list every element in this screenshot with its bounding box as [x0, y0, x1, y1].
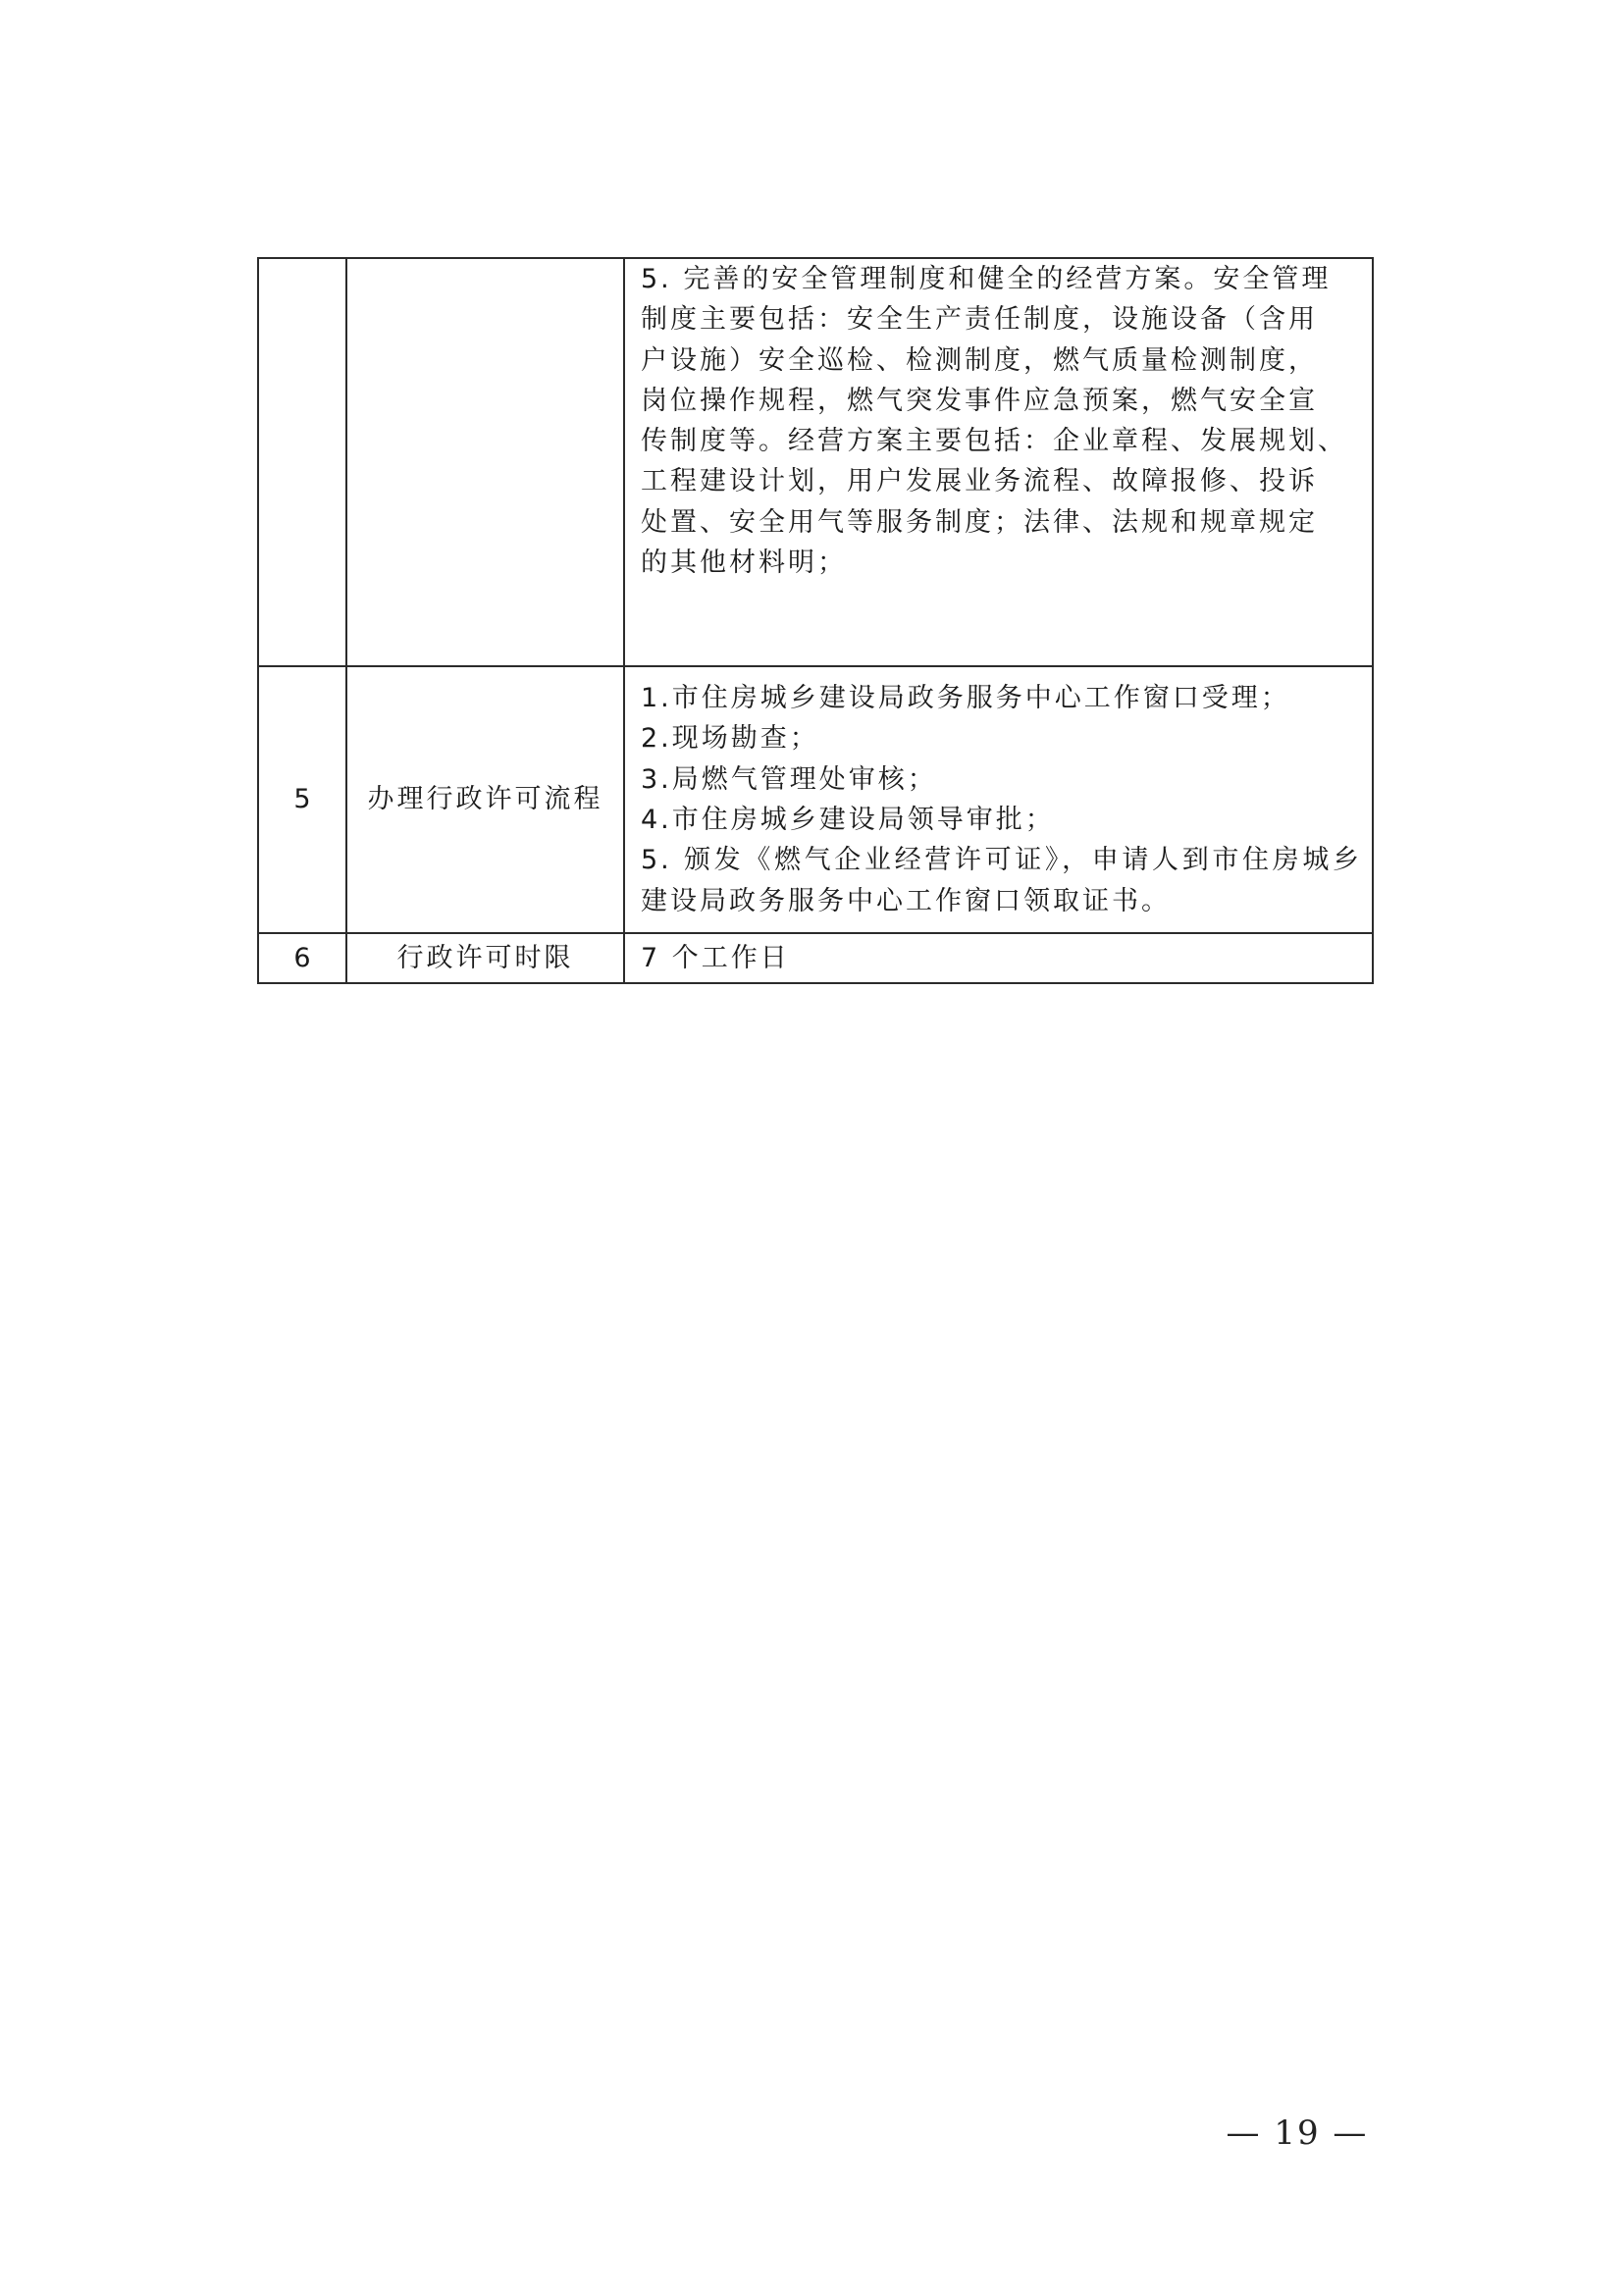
process-step: 4.市住房城乡建设局领导审批； — [641, 805, 1055, 835]
item-name-cell — [346, 258, 624, 666]
row-number-cell: 5 — [258, 666, 346, 933]
page-number: — 19 — — [1226, 2113, 1369, 2153]
requirement-line: 户设施）安全巡检、检测制度，燃气质量检测制度， — [641, 344, 1318, 376]
table-row-continuation — [258, 258, 1373, 666]
process-step: 2.现场勘查； — [641, 723, 819, 755]
requirement-line: 传制度等。经营方案主要包括：企业章程、发展规划、 — [641, 426, 1347, 457]
process-steps-cell — [624, 666, 1373, 933]
requirement-line: 处置、安全用气等服务制度；法律、法规和规章规定 — [641, 506, 1318, 538]
process-step: 1.市住房城乡建设局政务服务中心工作窗口受理； — [641, 683, 1290, 714]
requirement-line: 岗位操作规程，燃气突发事件应急预案，燃气安全宣 — [641, 385, 1318, 416]
item-name-cell: 办理行政许可流程 — [346, 666, 624, 933]
process-step: 3.局燃气管理处审核； — [641, 763, 937, 795]
table-row-time-limit — [258, 933, 1373, 983]
requirements-content-cell — [624, 258, 1373, 666]
item-name-cell: 行政许可时限 — [346, 933, 624, 983]
process-step: 5. 颁发《燃气企业经营许可证》，申请人到市住房城乡建设局政务服务中心工作窗口领取证书。 — [641, 845, 1362, 916]
requirement-line: 工程建设计划，用户发展业务流程、故障报修、投诉 — [641, 466, 1318, 497]
row-number-cell — [258, 258, 346, 666]
table-row-approval-process — [258, 666, 1373, 933]
requirement-line: 5. 完善的安全管理制度和健全的经营方案。安全管理 — [641, 264, 1332, 294]
time-limit-cell: 7 个工作日 — [624, 933, 1373, 983]
row-number-cell: 6 — [258, 933, 346, 983]
requirement-line: 制度主要包括：安全生产责任制度，设施设备（含用 — [641, 304, 1318, 336]
requirement-line: 的其他材料明； — [641, 548, 847, 579]
permit-procedure-table — [257, 257, 1374, 984]
